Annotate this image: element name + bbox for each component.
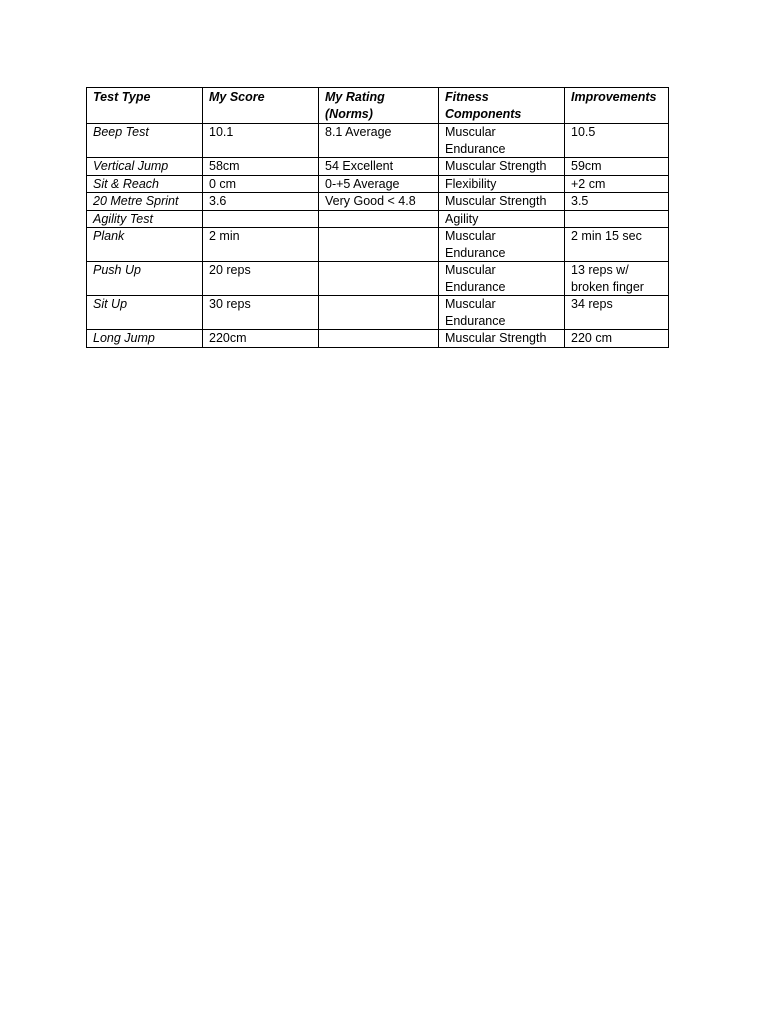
cell-improvement: 13 reps w/ broken finger	[565, 262, 669, 296]
cell-my-score: 2 min	[203, 228, 319, 262]
cell-test-type: 20 Metre Sprint	[87, 193, 203, 211]
cell-test-type: Sit & Reach	[87, 175, 203, 193]
cell-fitness-component: Muscular Strength	[439, 193, 565, 211]
cell-improvement: 220 cm	[565, 330, 669, 348]
cell-improvement: +2 cm	[565, 175, 669, 193]
cell-my-score: 58cm	[203, 158, 319, 176]
cell-my-rating: 8.1 Average	[319, 124, 439, 158]
table-row	[87, 262, 669, 296]
cell-improvement: 10.5	[565, 124, 669, 158]
header-improvements: Improvements	[565, 88, 669, 124]
cell-fitness-component: Muscular Endurance	[439, 228, 565, 262]
cell-my-rating	[319, 296, 439, 330]
cell-my-rating: 0-+5 Average	[319, 175, 439, 193]
cell-my-score: 0 cm	[203, 175, 319, 193]
cell-fitness-component: Muscular Strength	[439, 330, 565, 348]
table-row	[87, 193, 669, 211]
cell-my-rating: Very Good < 4.8	[319, 193, 439, 211]
fitness-results-table	[86, 87, 669, 348]
cell-improvement: 3.5	[565, 193, 669, 211]
table-row	[87, 330, 669, 348]
cell-fitness-component: Muscular Endurance	[439, 262, 565, 296]
table-row	[87, 210, 669, 228]
cell-fitness-component: Flexibility	[439, 175, 565, 193]
cell-my-rating: 54 Excellent	[319, 158, 439, 176]
cell-fitness-component: Agility	[439, 210, 565, 228]
table-row	[87, 124, 669, 158]
cell-my-rating	[319, 210, 439, 228]
header-fitness-components: Fitness Components	[439, 88, 565, 124]
cell-test-type: Plank	[87, 228, 203, 262]
cell-fitness-component: Muscular Strength	[439, 158, 565, 176]
cell-test-type: Vertical Jump	[87, 158, 203, 176]
cell-improvement: 59cm	[565, 158, 669, 176]
cell-my-score: 10.1	[203, 124, 319, 158]
cell-test-type: Sit Up	[87, 296, 203, 330]
cell-my-score: 220cm	[203, 330, 319, 348]
cell-my-score	[203, 210, 319, 228]
header-row	[87, 88, 669, 124]
table-row	[87, 228, 669, 262]
cell-my-score: 30 reps	[203, 296, 319, 330]
table-row	[87, 158, 669, 176]
table-row	[87, 175, 669, 193]
header-test-type: Test Type	[87, 88, 203, 124]
cell-test-type: Push Up	[87, 262, 203, 296]
cell-improvement: 34 reps	[565, 296, 669, 330]
table-row	[87, 296, 669, 330]
cell-fitness-component: Muscular Endurance	[439, 296, 565, 330]
cell-my-rating	[319, 262, 439, 296]
cell-test-type: Long Jump	[87, 330, 203, 348]
header-my-rating: My Rating (Norms)	[319, 88, 439, 124]
cell-fitness-component: Muscular Endurance	[439, 124, 565, 158]
cell-test-type: Beep Test	[87, 124, 203, 158]
cell-my-rating	[319, 228, 439, 262]
header-my-score: My Score	[203, 88, 319, 124]
cell-improvement	[565, 210, 669, 228]
cell-test-type: Agility Test	[87, 210, 203, 228]
cell-my-score: 20 reps	[203, 262, 319, 296]
cell-my-score: 3.6	[203, 193, 319, 211]
cell-my-rating	[319, 330, 439, 348]
cell-improvement: 2 min 15 sec	[565, 228, 669, 262]
